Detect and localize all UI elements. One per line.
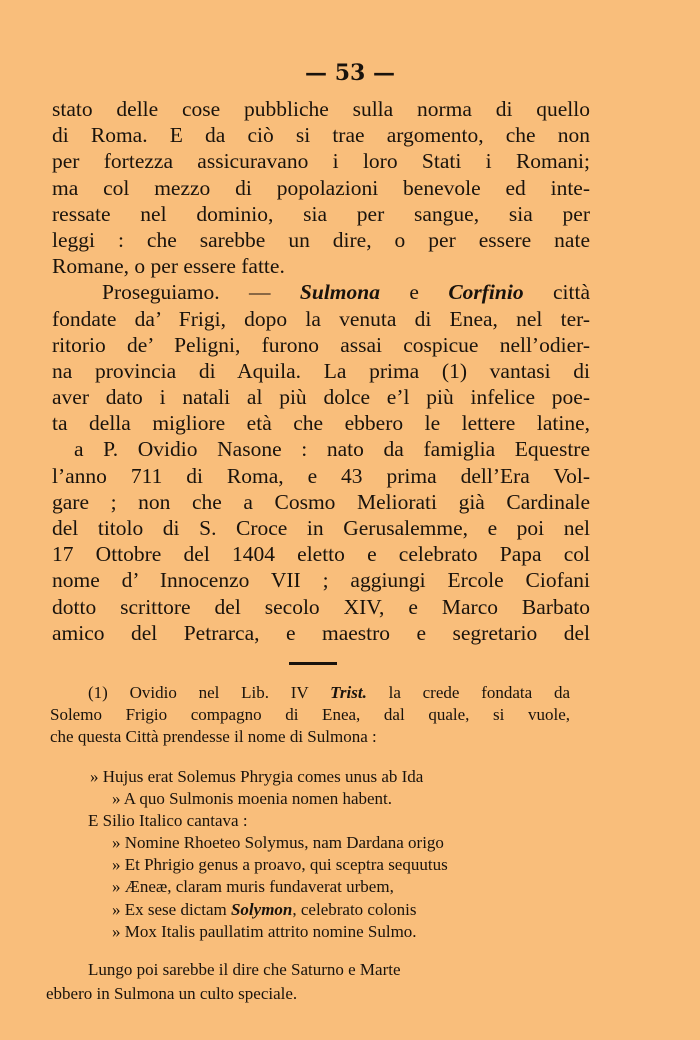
footnote-line: (1) Ovidio nel Lib. IV Trist. la crede fondata da	[88, 683, 570, 702]
verse-line: » Mox Italis paullatim attrito nomine Sulmo.	[112, 921, 417, 941]
italic-name: Sulmona	[299, 280, 380, 305]
closing-line: ebbero in Sulmona un culto speciale.	[46, 984, 298, 1003]
verse-line: » Æneæ, claram muris fundaverat urbem,	[112, 877, 394, 897]
main-text	[52, 96, 590, 646]
text-line: dotto scrittore del secolo XIV, e Marco Barbato	[52, 594, 590, 619]
footnote-line: che questa Città prendesse il nome di Sulmona :	[50, 727, 377, 747]
text-line: aver dato i natali al più dolce e’l più infelice poe-	[52, 385, 590, 410]
italic-name: Corfinio	[448, 280, 524, 305]
text-line: ta della migliore età che ebbero le lettere latine,	[52, 411, 590, 436]
verse-line: » Hujus erat Solemus Phrygia comes unus ab Ida	[90, 767, 424, 786]
text-line: na provincia di Aquila. La prima (1) vantasi di	[52, 358, 590, 383]
italic-name: Trist.	[330, 683, 367, 702]
text-line: di Roma. E da ciò si trae argomento, che non	[52, 123, 590, 148]
text-line: nome d’ Innocenzo VII ; aggiungi Ercole Ciofani	[52, 568, 590, 593]
verse-line: » Et Phrigio genus a proavo, qui sceptra sequutus	[112, 855, 448, 875]
footnote	[50, 682, 570, 749]
footnote-divider	[289, 662, 337, 665]
text-line: ressate nel dominio, sia per sangue, sia per	[52, 201, 590, 226]
verse-line: » A quo Sulmonis moenia nomen habent.	[112, 789, 393, 809]
text-line: l’anno 711 di Roma, e 43 prima dell’Era Vol-	[52, 463, 590, 488]
text-line: 17 Ottobre del 1404 eletto e celebrato Papa col	[52, 542, 590, 567]
text-line: Proseguiamo. — Sulmona e Corfinio città	[102, 280, 590, 305]
text-line: gare ; non che a Cosmo Meliorati già Cardinale	[52, 489, 590, 514]
verse-intro-line: E Silio Italico cantava :	[88, 811, 248, 831]
text-line: fondate da’ Frigi, dopo la venuta di Enea, nel ter-	[52, 306, 590, 331]
text-line: ma col mezzo di popolazioni benevole ed inte-	[52, 175, 590, 200]
text-line: leggi : che sarebbe un dire, o per essere nate	[52, 227, 590, 252]
text-line: ritorio de’ Peligni, furono assai cospicue nell’odier-	[52, 332, 590, 357]
italic-name: Solymon	[230, 899, 293, 919]
text-line: stato delle cose pubbliche sulla norma di quello	[52, 97, 590, 121]
closing-line: Lungo poi sarebbe il dire che Saturno e Marte	[88, 960, 401, 979]
text-line: del titolo di S. Croce in Gerusalemme, e poi nel	[52, 516, 590, 540]
footnote-line: Solemo Frigio compagno di Enea, dal quale, si vuole,	[50, 705, 570, 725]
verse-quotation	[90, 766, 448, 943]
text-line: a P. Ovidio Nasone : nato da famiglia Equestre	[74, 437, 590, 462]
verse-line: » Nomine Rhoeteo Solymus, nam Dardana origo	[112, 833, 444, 853]
text-line: amico del Petrarca, e maestro e segretario del	[52, 620, 590, 645]
text-line: per fortezza assicuravano i loro Stati i Romani;	[52, 149, 590, 174]
verse-line: » Ex sese dictam Solymon, celebrato colonis	[112, 899, 417, 919]
page-number: — 53 —	[305, 60, 395, 86]
closing-paragraph	[46, 958, 566, 1006]
text-line: Romane, o per essere fatte.	[52, 254, 285, 279]
